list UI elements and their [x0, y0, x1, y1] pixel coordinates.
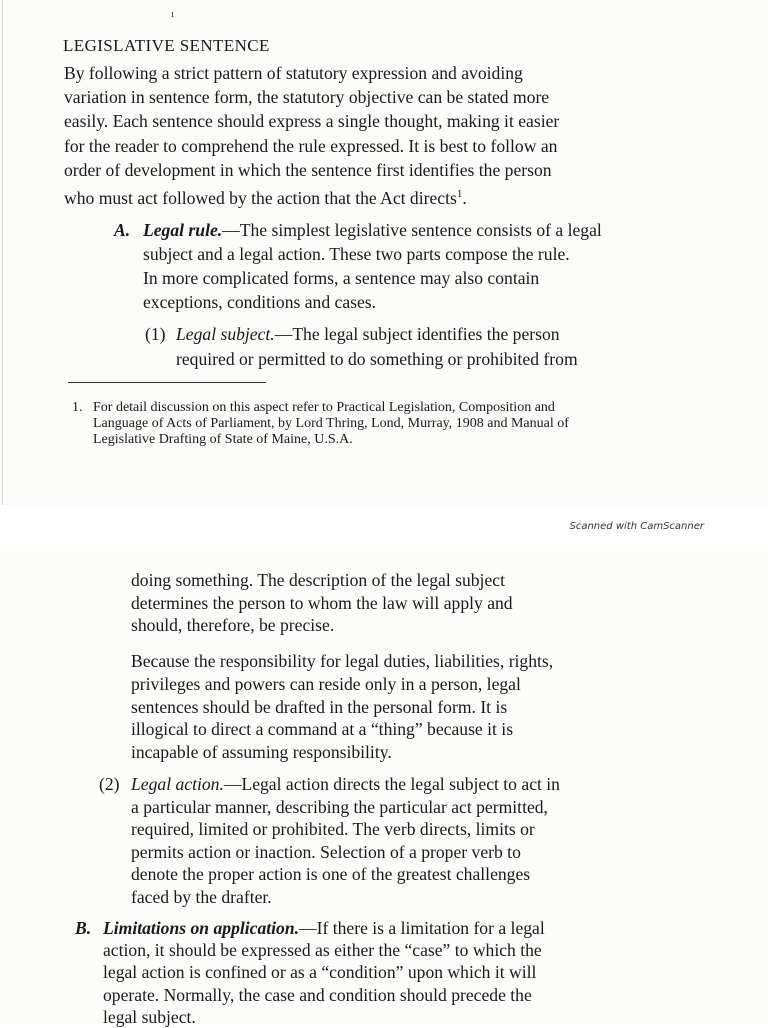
em-dash: — — [222, 220, 240, 240]
text-line: In more complicated forms, a sentence may also contain — [143, 268, 540, 288]
intro-paragraph — [64, 61, 704, 210]
text-line — [176, 322, 708, 347]
subsection-2-marker: (2) — [99, 774, 120, 794]
text-line: privileges and powers can reside only in a person, legal — [131, 673, 521, 694]
text-line: For detail discussion on this aspect refer to Practical Legislation, Composition and — [93, 400, 555, 415]
text-line: required, limited or prohibited. The verb directs, limits or — [131, 819, 535, 840]
subsection-1-marker: (1) — [145, 324, 166, 344]
responsibility-paragraph — [131, 650, 648, 764]
section-b-heading: Limitations on application. — [103, 918, 300, 938]
section-b-paragraph — [75, 917, 643, 1028]
text-line: incapable of assuming responsibility. — [131, 742, 392, 763]
text-line: a particular manner, describing the particular act permitted, — [131, 796, 548, 817]
text-fragment: —Legal action directs the legal subject to act in — [223, 774, 560, 794]
text-fragment: —The legal subject identifies the person — [274, 324, 560, 344]
text-line: Language of Acts of Parliament, by Lord Thring, Lond, Murray, 1908 and Manual of — [93, 416, 569, 431]
text-line: doing something. The description of the legal subject — [131, 570, 505, 590]
text-line — [131, 773, 644, 796]
text-line: easily. Each sentence should express a single thought, making it easier — [64, 111, 560, 132]
text-line: order of development in which the sentence first identifies the person — [64, 159, 552, 180]
text-line: exceptions, conditions and cases. — [143, 292, 377, 312]
text-line: variation in sentence form, the statutory objective can be stated more — [64, 87, 550, 108]
subsection-1-heading: Legal subject. — [176, 324, 275, 344]
text-line: By following a strict pattern of statutory expression and avoiding — [64, 63, 523, 83]
subsection-2-heading: Legal action. — [131, 774, 224, 794]
subsection-1-paragraph — [176, 322, 708, 372]
text-line: legal subject. — [103, 1006, 196, 1027]
footnote-number: 1. — [72, 400, 83, 415]
section-a-heading: Legal rule. — [143, 220, 223, 240]
page-tick-mark: ı — [171, 8, 175, 20]
text-fragment: The simplest legislative sentence consists of a legal — [239, 220, 602, 240]
text-line: illogical to direct a command at a “thing” because it is — [131, 719, 514, 740]
text-line: faced by the drafter. — [131, 886, 272, 907]
text-line: denote the proper action is one of the greatest challenges — [131, 864, 531, 885]
scanner-watermark: Scanned with CamScanner — [569, 521, 704, 532]
text-line: action, it should be expressed as either the “case” to which the — [103, 940, 542, 961]
text-line: should, therefore, be precise. — [131, 615, 335, 635]
text-line: required or permitted to do something or prohibited from — [176, 349, 578, 369]
sentence-end: . — [462, 187, 467, 208]
text-line: subject and a legal action. These two parts compose the rule. — [143, 244, 570, 264]
text-line: sentences should be drafted in the personal form. It is — [131, 696, 508, 717]
text-line: Because the responsibility for legal duties, liabilities, rights, — [131, 651, 554, 671]
subsection-1-continuation — [131, 569, 648, 637]
text-line: determines the person to whom the law will apply and — [131, 592, 513, 613]
section-a-marker: A. — [114, 220, 131, 240]
subsection-2-paragraph — [131, 773, 644, 909]
text-line-last — [64, 182, 704, 210]
footnote-reference: 1 — [456, 188, 463, 201]
text-line: legal action is confined or as a “condition” upon which it will — [103, 962, 537, 983]
text-line — [143, 218, 706, 242]
section-heading: LEGISLATIVE SENTENCE — [63, 36, 270, 55]
text-line: Legislative Drafting of State of Maine, U.S.A. — [93, 432, 353, 447]
page-edge — [2, 0, 3, 505]
text-line: operate. Normally, the case and condition should precede the — [103, 984, 532, 1005]
footnote-separator — [68, 382, 266, 383]
text-fragment: —If there is a limitation for a legal — [299, 918, 545, 938]
text-line: permits action or inaction. Selection of a proper verb to — [131, 841, 521, 862]
text-line — [103, 917, 643, 939]
section-b-marker: B. — [75, 918, 92, 938]
text-fragment: who must act followed by the action that the Act directs — [64, 187, 457, 208]
section-a-paragraph — [114, 218, 706, 314]
footnote-text — [93, 400, 709, 448]
text-line: for the reader to comprehend the rule expressed. It is best to follow an — [64, 135, 558, 156]
